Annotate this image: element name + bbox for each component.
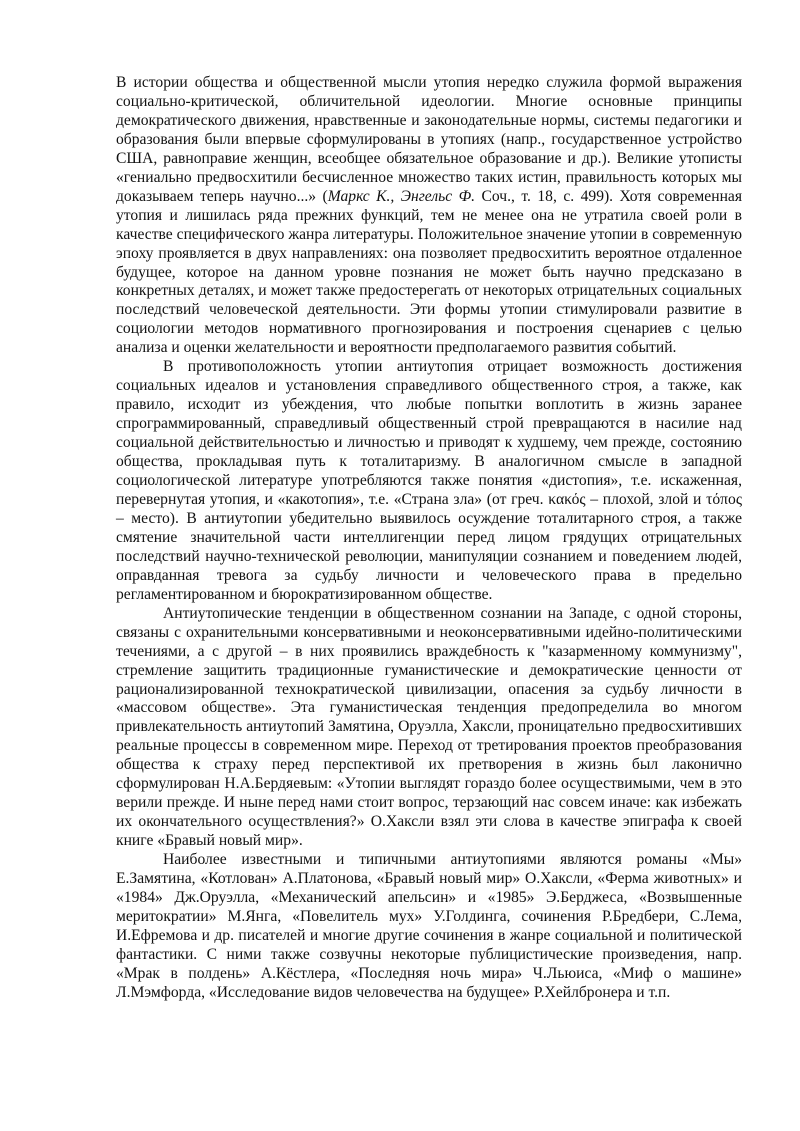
citation-authors: Маркс К., Энгельс Ф. (327, 187, 476, 205)
document-page (116, 74, 742, 1003)
paragraph-text-continued: Соч., т. 18, с. 499). Хотя современная утопия и лишилась ряда прежних функций, тем не менее она не утратила своей роли в качестве специфического жанра литературы. Положительное значение утопии в современную эпоху проявляется в двух направлениях: она позволяет предвосхитить вероятное отдаленное будущее, которое на данном уровне познания не может быть научно предсказано в конкретных деталях, и может также предостерегать от некоторых отрицательных социальных последствий человеческой деятельности. Эти формы утопии стимулировали развитие в социологии методов нормативного прогнозирования и построения сценариев с целью анализа и оценки желательности и вероятности предполагаемого развития событий. (116, 187, 743, 357)
paragraph-antiutopia-examples: Наиболее известными и типичными антиутопиями являются романы «Мы» Е.Замятина, «Котлован» А.Платонова, «Бравый новый мир» О.Хаксли, «Ферма животных» и «1984» Дж.Оруэлла, «Механический апельсин» и «1985» Э.Берджеса, «Возвышенные меритократии» М.Янга, «Повелитель мух» У.Голдинга, сочинения Р.Бредбери, С.Лема, И.Ефремова и др. писателей и многие другие сочинения в жанре социальной и политической фантастики. С ними также созвучны некоторые публицистические произведения, напр. «Мрак в полдень» А.Кёстлера, «Последняя ночь мира» Ч.Льюиса, «Миф о машине» Л.Мэмфорда, «Исследование видов человечества на будущее» Р.Хейлбронера и т.п. (116, 851, 742, 1001)
paragraph-utopia-role (116, 74, 742, 358)
paragraph-text: В истории общества и общественной мысли утопия нередко служила формой выражения социально-критической, обличительной идеологии. Многие основные принципы демократического движения, нравственные и законодательные нормы, системы педагогики и образования были впервые сформулированы в утопиях (напр., государственное устройство США, равноправие женщин, всеобщее обязательное образование и др.). Великие утописты «гениально предвосхитили бесчисленное множество таких истин, правильность которых мы доказываем теперь научно...» ( (116, 74, 742, 205)
paragraph-antiutopia-tendencies: Антиутопические тенденции в общественном сознании на Западе, с одной стороны, связаны с охранительными консервативными и неоконсервативными идейно-политическими течениями, а с другой – в них проявились враждебность к "казарменному коммунизму", стремление защитить традиционные гуманистические и демократические ценности от рационализированной технократической цивилизации, опасения за судьбу личности в «массовом обществе». Эта гуманистическая тенденция предопределила во многом привлекательность антиутопий Замятина, Оруэлла, Хаксли, проницательно предвосхитивших реальные процессы в современном мире. Переход от третирования проектов преобразования общества к страху перед перспективой их претворения в жизнь был лаконично сформулирован Н.А.Бердяевым: «Утопии выглядят гораздо более осуществимыми, чем в это верили прежде. И ныне перед нами стоит вопрос, терзающий нас совсем иначе: как избежать их окончательного осуществления?» О.Хаксли взял эти слова в качестве эпиграфа к своей книге «Бравый новый мир». (116, 604, 742, 850)
paragraph-antiutopia-definition: В противоположность утопии антиутопия отрицает возможность достижения социальных идеалов и установления справедливого общественного строя, а также, как правило, исходит из убеждения, что любые попытки воплотить в жизнь заранее спрограммированный, справедливый общественный строй превращаются в насилие над социальной действительностью и личностью и приводят к худшему, чем прежде, состоянию общества, прокладывая путь к тоталитаризму. В аналогичном смысле в западной социологической литературе употребляются также понятия «дистопия», т.е. искаженная, перевернутая утопия, и «какотопия», т.е. «Страна зла» (от греч. κακός – плохой, злой и τόπος – место). В антиутопии убедительно выявилось осуждение тоталитарного строя, а также смятение значительной части интеллигенции перед лицом грядущих отрицательных последствий научно-технической революции, манипуляции сознанием и поведением людей, оправданная тревога за судьбу личности и человеческого права в предельно регламентированном и бюрократизированном обществе. (116, 358, 742, 603)
